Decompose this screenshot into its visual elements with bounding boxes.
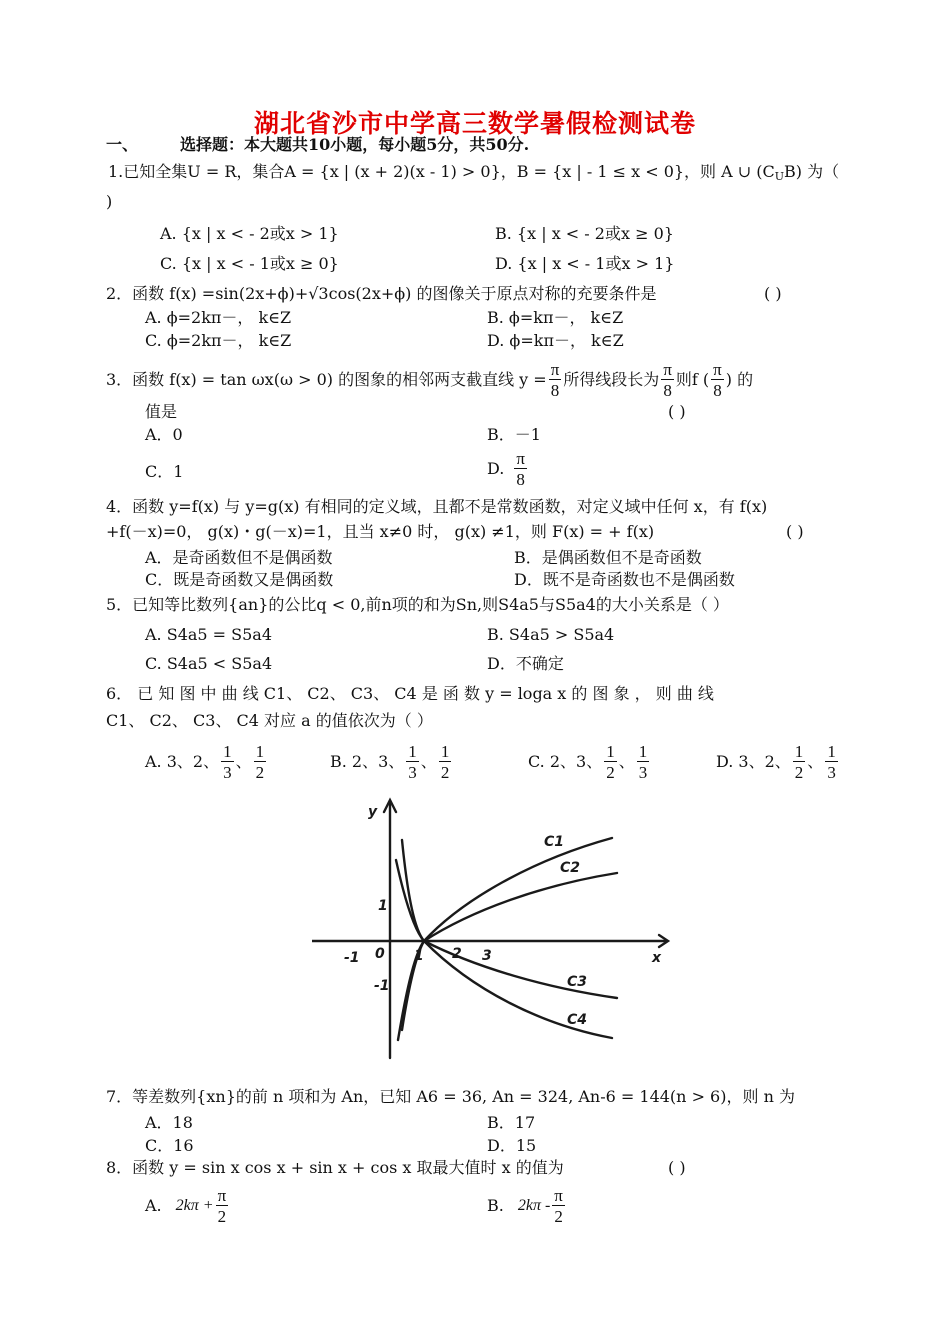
- tick-neg1: -1: [344, 950, 360, 966]
- q3-option-d-frac: [514, 450, 527, 488]
- q3-frac-2-den: 8: [663, 381, 672, 400]
- q1-stem-text: 1.已知全集U = R，集合A = {x | (x + 2)(x - 1) > 0}，B = {x | - 1 ≤ x < 0}，则 A ∪ (C: [108, 162, 775, 181]
- x-axis-label: x: [652, 950, 662, 966]
- q3-option-c: C．1: [145, 462, 184, 481]
- q6-d-frac-2: [825, 743, 838, 781]
- q6-b-frac-2: [439, 743, 452, 781]
- q8-paren: ( ): [668, 1158, 686, 1177]
- q3-stem-d: ) 的: [725, 370, 754, 389]
- q6-option-c: [528, 740, 651, 784]
- question-2-stem: 2．函数 f(x) =sin(2x+ϕ)+√3cos(2x+ϕ) 的图像关于原点对称的充要条件是: [106, 284, 657, 303]
- q6-a-frac-2-num: 1: [255, 742, 265, 761]
- q3-stem-b: 所得线段长为: [563, 370, 660, 389]
- q6-a-frac-2-den: 2: [255, 763, 265, 782]
- q6-option-a-label: A. 3、2、: [145, 752, 220, 771]
- question-6-line2: C1、 C2、 C3、 C4 对应 a 的值依次为（ ）: [106, 711, 433, 730]
- question-8-stem: 8．函数 y = sin x cos x + sin x + cos x 取最大值时 x 的值为: [106, 1158, 564, 1177]
- q8-option-a-num: π: [217, 1186, 227, 1205]
- q6-c-frac-2-num: 1: [638, 742, 648, 761]
- question-1-stem: [108, 161, 839, 188]
- q6-b-frac-2-num: 1: [440, 742, 450, 761]
- question-7-stem: 7．等差数列{xn}的前 n 项和为 An，已知 A6 = 36, An = 324, An-6 = 144(n > 6)，则 n 为: [106, 1087, 795, 1106]
- q6-option-c-label: C. 2、3、: [528, 752, 603, 771]
- q6-c-sep: 、: [618, 752, 635, 771]
- q3-paren: ( ): [668, 402, 686, 421]
- q6-option-d-label: D. 3、2、: [716, 752, 791, 771]
- q5-option-a: A. S4a5 = S5a4: [145, 625, 273, 644]
- q3-option-b: B．－1: [487, 425, 541, 444]
- curve-c1: [402, 838, 612, 941]
- q7-option-b: B．17: [487, 1113, 536, 1132]
- q3-frac-1: [549, 361, 562, 399]
- q4-option-c: C．既是奇函数又是偶函数: [145, 570, 334, 589]
- q3-stem-a: 3．函数 f(x) = tan ωx(ω > 0) 的图象的相邻两支截直线 y =: [106, 370, 547, 389]
- q6-option-b: [330, 740, 453, 784]
- q6-d-sep: 、: [807, 752, 824, 771]
- q3-option-d-label: D.: [487, 459, 505, 478]
- q3-frac-1-den: 8: [550, 381, 560, 400]
- q6-a-frac-1: [221, 743, 234, 781]
- label-c3: C3: [567, 974, 588, 990]
- q2-option-d: D. ϕ=kπ－， k∈Z: [487, 331, 624, 350]
- q7-option-d: D．15: [487, 1136, 537, 1155]
- q6-c-frac-1-num: 1: [606, 742, 615, 761]
- q3-frac-3-den: 8: [713, 381, 722, 400]
- q6-a-frac-1-den: 3: [223, 763, 232, 782]
- q6-b-sep: 、: [420, 752, 437, 771]
- q3-frac-3-num: π: [713, 360, 722, 379]
- q1-option-a: A. {x | x < - 2或x > 1}: [160, 224, 339, 243]
- q5-option-d: D．不确定: [487, 654, 564, 673]
- q2-option-a: A. ϕ=2kπ－， k∈Z: [145, 308, 292, 327]
- q3-frac-2-num: π: [663, 360, 672, 379]
- q6-d-frac-2-den: 3: [827, 763, 836, 782]
- q7-option-a: A．18: [145, 1113, 193, 1132]
- tick-origin: 0: [375, 946, 385, 962]
- q8-option-a-expr: 2kπ +: [175, 1197, 214, 1214]
- q7-option-c: C．16: [145, 1136, 194, 1155]
- page-title: 湖北省沙市中学高三数学暑假检测试卷: [253, 109, 696, 138]
- q8-option-a: [145, 1184, 230, 1228]
- q6-c-frac-1-den: 2: [606, 763, 615, 782]
- q8-option-b-frac: [552, 1187, 565, 1225]
- label-c2: C2: [560, 860, 581, 876]
- tick-x-1: 1: [414, 948, 424, 964]
- q3-option-a: A．0: [145, 425, 183, 444]
- q8-option-b: [487, 1184, 567, 1228]
- q3-line2: 值是: [145, 402, 178, 421]
- q8-option-b-label: B.: [487, 1196, 504, 1215]
- tick-x-3: 3: [482, 948, 492, 964]
- q2-paren: ( ): [764, 284, 782, 303]
- tick-x-2: 2: [452, 946, 462, 962]
- q1-option-b: B. {x | x < - 2或x ≥ 0}: [495, 224, 674, 243]
- section-heading: 选择题：本大题共10小题，每小题5分，共50分.: [180, 135, 530, 154]
- q8-option-b-expr: 2kπ -: [517, 1197, 551, 1214]
- q6-d-frac-1: [793, 743, 806, 781]
- q6-c-frac-2: [637, 743, 650, 781]
- q4-paren: ( ): [786, 522, 804, 541]
- q1-option-d: D. {x | x < - 1或x > 1}: [495, 254, 675, 273]
- q8-option-b-num: π: [554, 1186, 563, 1205]
- tick-y-1: 1: [378, 898, 388, 914]
- q6-d-frac-1-den: 2: [794, 763, 804, 782]
- q1-option-c: C. {x | x < - 1或x ≥ 0}: [160, 254, 339, 273]
- label-c1: C1: [544, 834, 565, 850]
- q6-c-frac-2-den: 3: [638, 763, 648, 782]
- tick-y-neg1: -1: [374, 978, 390, 994]
- q6-option-d: [716, 740, 840, 784]
- curve-c2: [396, 860, 617, 941]
- q6-b-frac-1-den: 3: [408, 763, 417, 782]
- q3-frac-1-num: π: [550, 360, 560, 379]
- q4-option-a: A．是奇函数但不是偶函数: [145, 548, 333, 567]
- question-4-line1: 4．函数 y=f(x) 与 y=g(x) 有相同的定义域，且都不是常数函数，对定义域中任何 x，有 f(x): [106, 497, 768, 516]
- q5-option-c: C. S4a5 < S5a4: [145, 654, 273, 673]
- q6-c-frac-1: [604, 743, 617, 781]
- q4-option-b: B．是偶函数但不是奇函数: [514, 548, 702, 567]
- section-number: 一、: [106, 135, 139, 154]
- q8-option-b-den: 2: [554, 1207, 563, 1226]
- q6-a-sep: 、: [235, 752, 252, 771]
- label-c4: C4: [567, 1012, 588, 1028]
- q6-a-frac-1-num: 1: [223, 742, 232, 761]
- q6-b-frac-1-num: 1: [408, 742, 417, 761]
- q6-d-frac-1-num: 1: [794, 742, 804, 761]
- q6-b-frac-2-den: 2: [440, 763, 450, 782]
- q5-option-b: B. S4a5 > S5a4: [487, 625, 615, 644]
- q3-frac-2: [661, 361, 674, 399]
- q1-subscript: U: [774, 170, 785, 183]
- q3-option-d-num: π: [516, 449, 525, 468]
- q3-option-d-den: 8: [516, 470, 525, 489]
- question-4-line2: +f(－x)=0， g(x)・g(－x)=1，且当 x≠0 时， g(x) ≠1，则 F(x) = + f(x): [106, 522, 655, 541]
- question-6-line1: 6． 已 知 图 中 曲 线 C1、 C2、 C3、 C4 是 函 数 y = loga x 的 图 象 ， 则 曲 线: [106, 684, 714, 703]
- q2-option-c: C. ϕ=2kπ－， k∈Z: [145, 331, 292, 350]
- q3-stem-c: 则f (: [675, 370, 710, 389]
- q6-option-a: [145, 740, 268, 784]
- q3-frac-3: [711, 361, 724, 399]
- y-axis-label: y: [368, 804, 378, 820]
- q8-option-a-den: 2: [217, 1207, 227, 1226]
- q2-option-b: B. ϕ=kπ－， k∈Z: [487, 308, 624, 327]
- log-curves-graph: [312, 790, 682, 1062]
- question-5-stem: 5．已知等比数列{an}的公比q < 0,前n项的和为Sn,则S4a5与S5a4的大小关系是（ ）: [106, 595, 729, 614]
- q3-option-d: [487, 448, 529, 490]
- q1-paren: ): [106, 192, 113, 211]
- question-3-stem: [106, 360, 753, 400]
- q6-a-frac-2: [254, 743, 267, 781]
- q8-option-a-label: A.: [145, 1196, 162, 1215]
- q8-option-a-frac: [216, 1187, 229, 1225]
- q4-option-d: D．既不是奇函数也不是偶函数: [514, 570, 735, 589]
- q6-option-b-label: B. 2、3、: [330, 752, 405, 771]
- q6-b-frac-1: [406, 743, 419, 781]
- q6-d-frac-2-num: 1: [827, 742, 836, 761]
- q1-stem-end: B) 为（: [784, 162, 840, 181]
